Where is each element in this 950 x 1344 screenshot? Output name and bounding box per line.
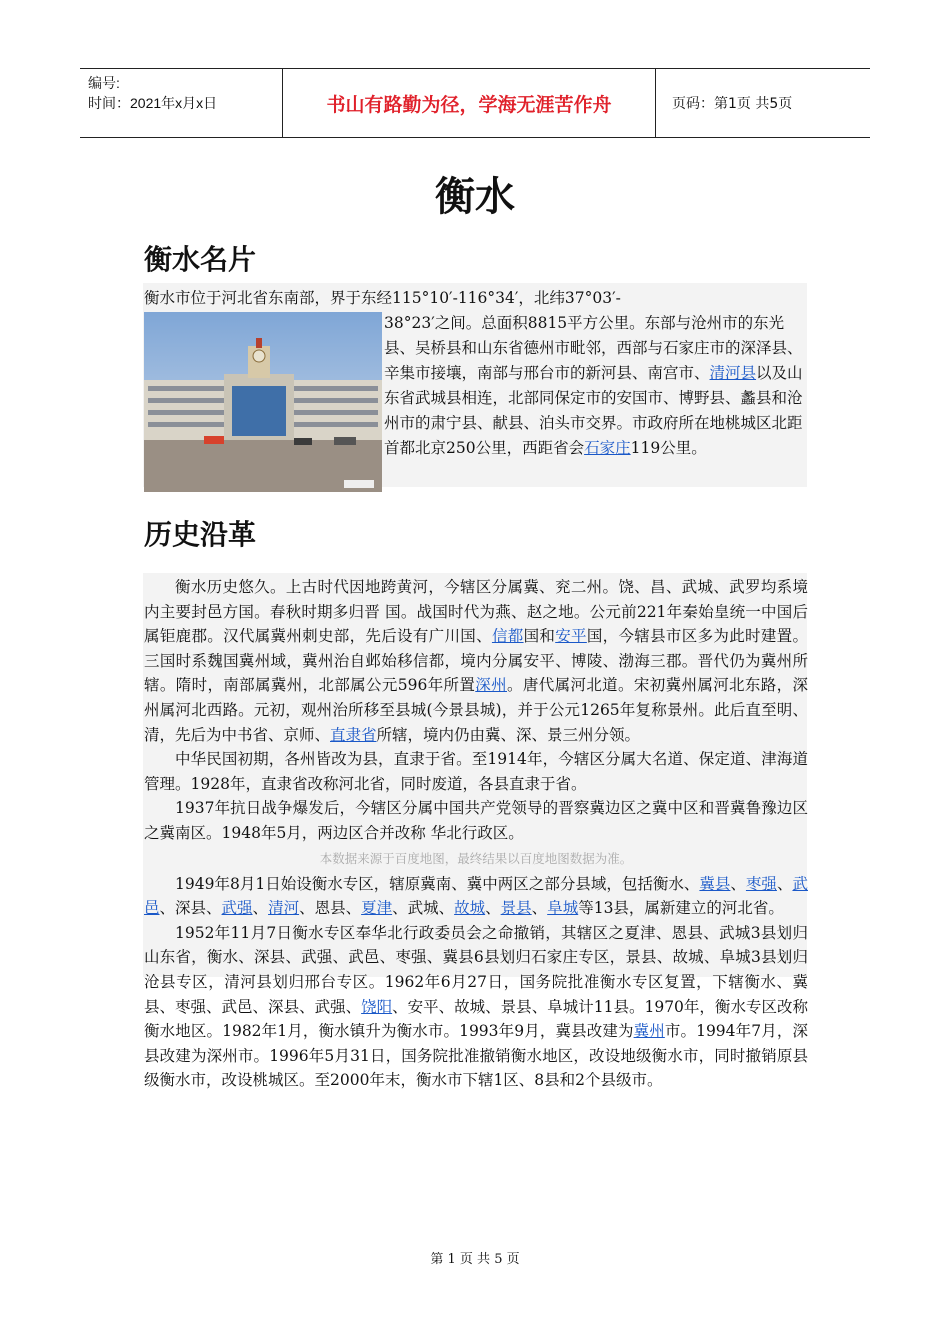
page-info-text: 页码：第1页 共5页 [672,96,793,112]
link-zaoqiang[interactable]: 枣强 [745,874,777,893]
link-jizhou[interactable]: 冀州 [633,1022,665,1041]
data-source-note: 本数据来源于百度地图，最终结果以百度地图数据为准。 [319,850,633,866]
text: 、武城、 [392,899,455,918]
link-xindu[interactable]: 信都 [491,627,524,646]
time-label: 时间：2021年x月x日 [88,95,218,111]
history-paragraph-1 [144,575,808,747]
link-jixian[interactable]: 冀县 [699,874,731,893]
history-paragraph-2: 中华民国初期，各州皆改为县，直隶于省。至1914年，今辖区分属大名道、保定道、津海道管理。1928年，直隶省改称河北省，同时废道，各县直隶于省。 [144,750,808,793]
text: 、 [776,874,793,893]
link-shijiazhuang[interactable]: 石家庄 [584,439,631,457]
text: 等13县，属新建立的河北省。 [578,899,784,918]
intro-block [144,286,808,457]
link-shenzhou[interactable]: 深州 [475,676,508,695]
section-heading-card: 衡水名片 [144,243,257,276]
text: 、 [252,899,269,918]
history-paragraph-3: 1937年抗日战争爆发后，今辖区分属中国共产党领导的晋察冀边区之冀中区和晋冀鲁豫边区之冀南区。1948年5月，两边区合并改称 华北行政区。 [144,799,808,842]
header-page-info [664,69,870,137]
link-jingxian[interactable]: 景县 [500,899,532,918]
text: 、深县、 [159,899,222,918]
intro-text-c: 119公里。 [630,439,707,457]
history-paragraph-4 [144,872,808,921]
text: 、安平、故城、景县、阜城计11县。1970年，衡水专区改称衡水地区。1982年1月，衡水镇升为衡水市。1993年9月，冀县改建为 [144,997,808,1041]
text: 衡水历史悠久。上古时代因地跨黄河，今辖区分属冀、兖二州。饶、昌、武城、武罗均系境内主要封邑方国。春秋时期多归晋 国。战国时代为燕、赵之地。公元前221年秦始皇统一中国后属钜鹿郡。汉代属冀州刺史部，先后设有广川国、 [144,578,808,646]
text: 国，今辖县市区多为此时建置。三国时系魏国冀州域，冀州治自邺始移信都，境内分属安平、博陵、渤海三郡。晋代仍为冀州所辖。隋时，南部属冀州，北部属公元596年所置 [144,627,808,695]
link-fucheng[interactable]: 阜城 [547,899,579,918]
text: 1949年8月1日始设衡水专区，辖原冀南、冀中两区之部分县域，包括衡水、 [175,874,700,893]
link-wuqiang[interactable]: 武强 [221,899,253,918]
section-heading-history: 历史沿革 [144,518,257,551]
link-gucheng[interactable]: 故城 [454,899,486,918]
text: 。唐代属河北道。宋初冀州属河北东路，深州属河北西路。元初，观州治所移至县城(今景县城)，并于公元1265年复称景州。此后直至明、清，先后为中书省、京师、 [144,676,808,744]
history-body [144,575,808,1093]
link-qinghe[interactable]: 清河县 [709,364,757,382]
intro-wrapped-text [384,311,808,461]
text: 市。1994年7月，深县改建为深州市。1996年5月31日，国务院批准撤销衡水地区，改设地级衡水市，同时撤销原县级衡水市，改设桃城区。至2000年末，衡水市下辖1区、8县和2个县级市。 [144,1022,808,1090]
link-zhili[interactable]: 直隶省 [330,725,377,744]
text: 、 [730,874,746,893]
text: 、 [485,899,501,918]
link-raoyang[interactable]: 饶阳 [361,997,393,1016]
link-qinghe-2[interactable]: 清河 [268,899,300,918]
document-header [80,68,870,138]
page-title: 衡水 [435,174,515,220]
link-anping[interactable]: 安平 [555,627,587,646]
history-paragraph-5 [144,921,808,1093]
station-photo [144,312,382,492]
intro-first-line: 衡水市位于河北省东南部，界于东经115°10′-116°34′，北纬37°03′- [144,289,621,307]
text: 国和 [523,627,556,646]
intro-text-b: 以及山东省武城县相连，北部同保定市的安国市、博野县、蠡县和沧州市的肃宁县、献县、泊头市交界。市政府所在地桃城区北距首都北京250公里，西距省会 [384,364,803,457]
page-footer: 第 1 页 共 5 页 [430,1252,520,1267]
text: 所辖，境内仍由冀、深、景三州分领。 [376,725,641,744]
link-xiajin[interactable]: 夏津 [361,899,393,918]
serial-label: 编号: [88,75,120,91]
intro-text-a: 38°23′之间。总面积8815平方公里。东部与沧州市的东光县、吴桥县和山东省德州市毗邻，西部与石家庄市的深泽县、辛集市接壤，南部与邢台市的新河县、南宫市、 [384,314,803,382]
text: 、恩县、 [299,899,362,918]
header-motto: 书山有路勤为径，学海无涯苦作舟 [282,69,656,137]
header-meta [80,69,288,141]
link-wuyi[interactable]: 武邑 [144,874,808,918]
text: 1952年11月7日衡水专区奉华北行政委员会之命撤销，其辖区之夏津、恩县、武城3县划归山东省，衡水、深县、武强、武邑、枣强、冀县6县划归石家庄专区，景县、故城、阜城3县划归沧县专区，清河县划归邢台专区。1962年6月27日，国务院批准衡水专区复置，下辖衡水、冀县、枣强、武邑、深县、武强、 [144,923,808,1016]
text: 、 [531,899,548,918]
